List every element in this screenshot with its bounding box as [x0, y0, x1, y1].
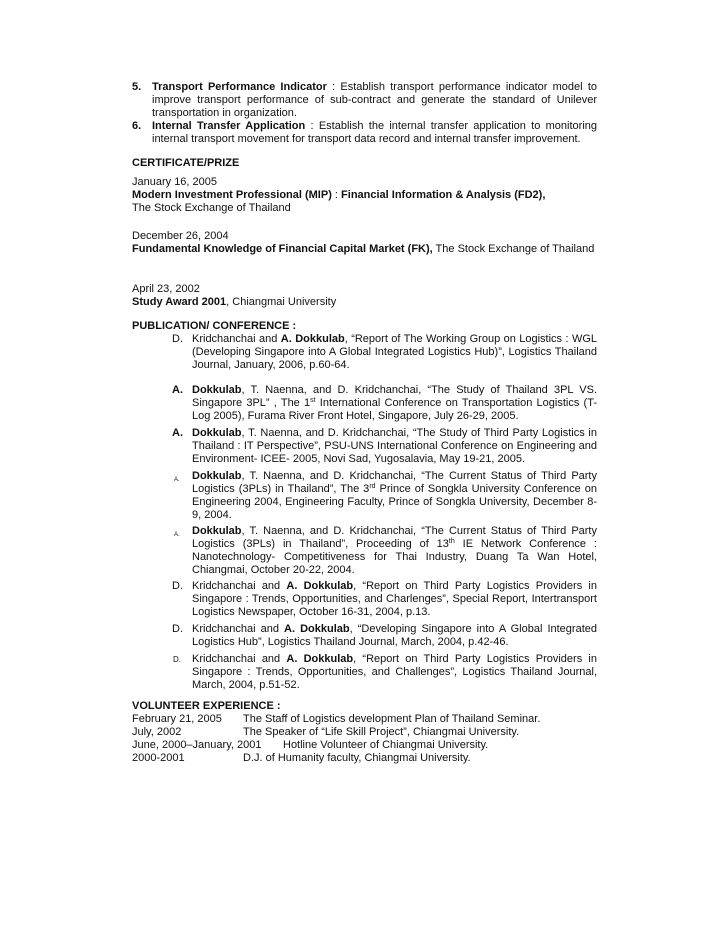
- certificate-title: Modern Investment Professional (MIP): [132, 189, 332, 201]
- certificate-entry: December 26, 2004 Fundamental Knowledge of Financial Capital Market (FK), The Stock Exchange of Thailand: [132, 230, 597, 256]
- volunteer-date: July, 2002: [132, 726, 182, 738]
- volunteer-description: The Speaker of “Life Skill Project”, Chiangmai University.: [243, 726, 520, 738]
- objective-text: Internal Transfer Application : Establish the internal transfer application to monitoring internal transport movement for transport data record and internal transfer improvement.: [152, 120, 597, 145]
- certificate-entry: January 16, 2005 Modern Investment Professional (MIP) : Financial Information & Analysis (FD2), The Stock Exchange of Thailand: [132, 176, 597, 215]
- publication-marker: D.: [172, 580, 183, 592]
- volunteer-heading: VOLUNTEER EXPERIENCE :: [132, 700, 281, 712]
- resume-page: 5. Transport Performance Indicator : Establish transport performance indicator model to improve transport performance of sub-contract and generate the standard of Unilever transportation in organization. 6. Internal Transfer Application : Establish the internal transfer application to monitoring internal transport movement for transport data record and internal transfer improvement. CERTIFICATE/PRIZE January 16, 2005 Modern Investment Professional (MIP) : Financial Information & Analysis (FD2), The Stock Exchange of Thailand December 26, 2004 Fundamental Knowledge of Financial Capital Market (FK), The Stock Exchange of Thailand April 23, 2002 Study Award 2001, Chiangmai University PUBLICATION/ CONFERENCE : D. Kridchanchai and A. Dokkulab, “Report of The Working Group on Logistics : WGL (Developing Singapore into A Global Integrated Logistics Hub)”, Logistics Thailand Journal, January, 2006, p.60-64. A. Dokkulab, T. Naenna, and D. Kridchanchai, “The Study of Thailand 3PL VS. Singapore 3PL” , The 1st International Conference on Transportation Logistics (T-Log 2005), Furama River Front Hotel, Singapore, July 26-29, 2005. A. Dokkulab, T. Naenna, and D. Kridchanchai, “The Study of Third Party Logistics in Thailand : IT Perspective”, PSU-UNS International Conference on Engineering and Environment- ICEE- 2005, Novi Sad, Yugosalavia, May 19-21, 2005. A. Dokkulab, T. Naenna, and D. Kridchanchai, “The Current Status of Third Party Logistics (3PLs) in Thailand”, The 3rd Prince of Songkla University Conference on Engineering 2004, Engineering Faculty, Prince of Songkla University, December 8-9, 2004. A. Dokkulab, T. Naenna, and D. Kridchanchai, “The Current Status of Third Party Logistics (3PLs) in Thailand”, Proceeding of 13th IE Network Conference : Nanotechnology- Competitiveness for Thai Industry, Duang Ta Wan Hotel, Chiangmai, October 20-22, 2004. D. Kridchanchai and A. Dokkulab, “Report on Third Party Logistics Providers in Singapore : Trends, Opportunities, and Charlenges”, Special Report, Intertransport Logistics Newspaper, October 16-31, 2004, p.13. D. Kridchanchai and A. Dokkulab, “Developing Singapore into A Global Integrated Logistics Hub”, Logistics Thailand Journal, March, 2004, p.42-46. D. Kridchanchai and A. Dokkulab, “Report on Third Party Logistics Providers in Singapore : Trends, Opportunities, and Challenges”, Logistics Thailand Journal, March, 2004, p.51-52. VOLUNTEER EXPERIENCE : February 21, 2005 The Staff of Logistics development Plan of Thailand Seminar. July, 2002 The Speaker of “Life Skill Project”, Chiangmai University. June, 2000–January, 2001 Hotline Volunteer of Chiangmai University. 2000-2001 D.J. of Humanity faculty, Chiangmai University.: [0, 0, 728, 943]
- volunteer-date: February 21, 2005: [132, 713, 222, 725]
- certificate-entry: April 23, 2002 Study Award 2001, Chiangmai University: [132, 283, 597, 309]
- certificate-date: January 16, 2005: [132, 176, 218, 188]
- volunteer-description: D.J. of Humanity faculty, Chiangmai University.: [243, 752, 471, 764]
- volunteer-entry: [132, 739, 602, 752]
- objective-item-5: [132, 81, 597, 120]
- objective-title: Internal Transfer Application: [152, 120, 306, 132]
- certificate-date: December 26, 2004: [132, 230, 229, 242]
- objective-number: 5.: [132, 81, 142, 93]
- volunteer-date: June, 2000–January, 2001: [132, 739, 262, 751]
- publication-marker: A.: [172, 427, 183, 439]
- objective-title: Transport Performance Indicator: [152, 81, 327, 93]
- publication-marker: A.: [172, 384, 183, 396]
- publication-heading: PUBLICATION/ CONFERENCE :: [132, 320, 297, 332]
- volunteer-description: The Staff of Logistics development Plan of Thailand Seminar.: [243, 713, 541, 725]
- certificate-date: April 23, 2002: [132, 283, 200, 295]
- objective-item-6: [132, 120, 597, 146]
- certificate-heading: CERTIFICATE/PRIZE: [132, 157, 240, 169]
- volunteer-entry: [132, 752, 602, 765]
- objective-number: 6.: [132, 120, 142, 132]
- publication-marker: A.: [174, 532, 180, 538]
- objective-text: Transport Performance Indicator : Establish transport performance indicator model to improve transport performance of sub-contract and generate the standard of Unilever transportation in organization.: [152, 81, 597, 119]
- certificate-issuer: The Stock Exchange of Thailand: [132, 202, 291, 214]
- certificate-title: Study Award 2001: [132, 296, 227, 308]
- volunteer-description: Hotline Volunteer of Chiangmai University.: [283, 739, 489, 751]
- volunteer-entry: [132, 726, 602, 739]
- certificate-title: Fundamental Knowledge of Financial Capital Market (FK),: [132, 243, 433, 255]
- volunteer-date: 2000-2001: [132, 752, 185, 764]
- publication-marker: D.: [172, 333, 183, 345]
- volunteer-entry: [132, 713, 602, 726]
- publication-marker: D.: [173, 655, 181, 664]
- publication-marker: D.: [172, 623, 183, 635]
- publication-marker: A.: [174, 477, 180, 483]
